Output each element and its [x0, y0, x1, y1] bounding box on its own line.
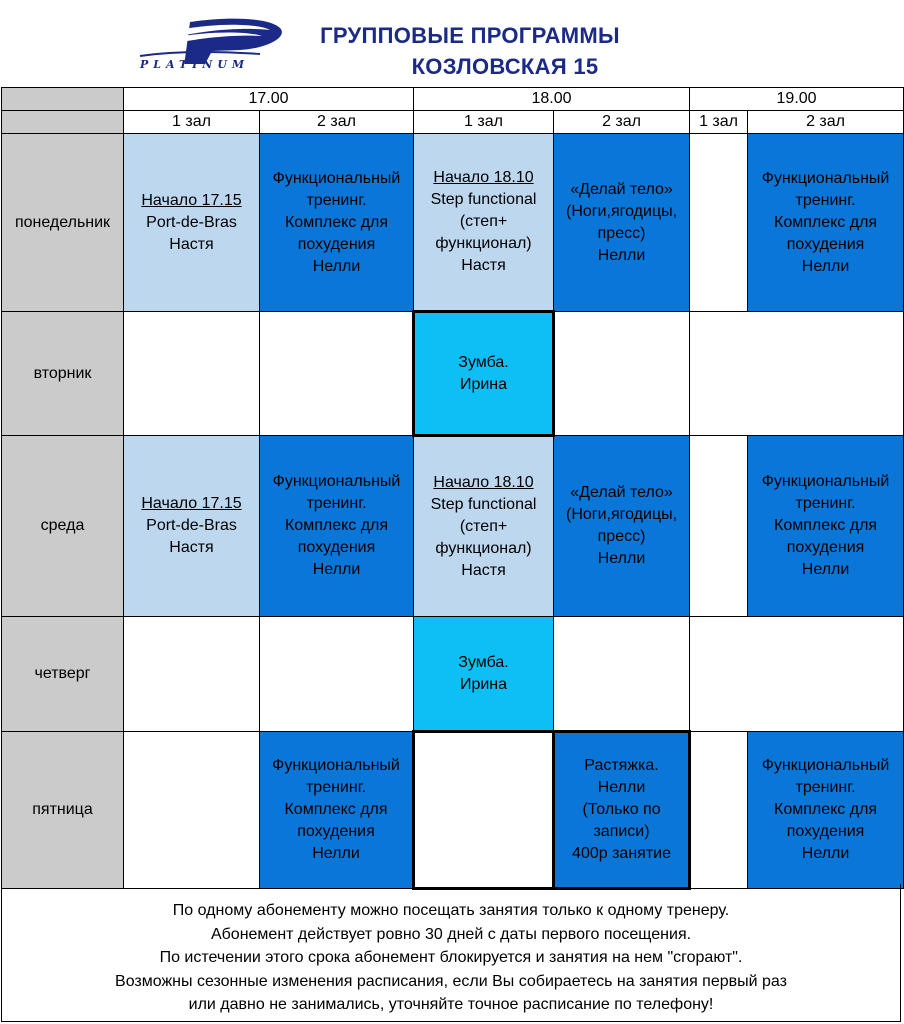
- class-name: тренинг.: [305, 779, 367, 796]
- class-trainer: Нелли: [801, 845, 850, 862]
- notes-block: [1, 884, 901, 1022]
- class-trainer: Нелли: [312, 845, 360, 862]
- class-cell: [748, 436, 904, 617]
- class-trainer: Нелли: [312, 561, 361, 578]
- class-trainer: Ирина: [459, 375, 508, 393]
- table-row: [2, 732, 904, 889]
- time-header: 18.00: [414, 88, 690, 111]
- class-desc: Комплекс для: [284, 801, 388, 818]
- class-trainer: Нелли: [801, 257, 850, 275]
- class-desc: похудения: [297, 823, 375, 840]
- class-trainer: Нелли: [312, 257, 361, 275]
- empty-cell: [124, 617, 260, 732]
- class-trainer: Настя: [169, 539, 214, 556]
- hall-header: 1 зал: [414, 111, 554, 134]
- class-name: Функциональный: [761, 757, 890, 774]
- empty-cell: [690, 312, 904, 436]
- class-name: Port-de-Bras: [146, 517, 237, 534]
- class-desc: похудения: [786, 235, 865, 253]
- class-trainer: Нелли: [597, 246, 646, 264]
- note-line: Возможны сезонные изменения расписания, если Вы собираетесь на занятия первый раз: [115, 972, 787, 990]
- header: [0, 0, 904, 86]
- class-name: тренинг.: [306, 191, 367, 209]
- table-row: [2, 134, 904, 312]
- empty-cell: [690, 617, 904, 732]
- time-header: 19.00: [690, 88, 904, 111]
- class-desc: Комплекс для: [774, 213, 878, 231]
- empty-cell: [124, 732, 260, 889]
- class-desc: (степ+: [459, 213, 508, 230]
- class-start: Начало 18.10: [433, 169, 534, 186]
- class-name: Port-de-Bras: [146, 213, 237, 231]
- class-name: Функциональный: [272, 757, 400, 774]
- class-desc: пресс): [597, 528, 646, 545]
- day-label: среда: [2, 436, 124, 617]
- empty-cell: [690, 134, 748, 312]
- page-title: [290, 20, 650, 82]
- note-line: Абонемент действует ровно 30 дней с даты первого посещения.: [210, 925, 692, 943]
- day-label: вторник: [2, 312, 124, 436]
- class-cell: [124, 436, 260, 617]
- class-start: Начало 17.15: [141, 191, 242, 209]
- note-line: или давно не занимались, уточняйте точное расписание по телефону!: [188, 996, 714, 1013]
- class-desc: похудения: [297, 539, 376, 556]
- class-cell: [414, 436, 554, 617]
- time-header-row: [2, 88, 904, 111]
- class-name: тренинг.: [795, 191, 856, 209]
- class-desc: Комплекс для: [774, 801, 878, 818]
- class-desc: похудения: [786, 539, 865, 556]
- class-desc: похудения: [297, 235, 376, 253]
- table-row: [2, 617, 904, 732]
- class-desc: похудения: [786, 823, 865, 840]
- empty-cell: [124, 312, 260, 436]
- title-line-1: ГРУППОВЫЕ ПРОГРАММЫ: [320, 23, 620, 48]
- class-name: Step functional: [430, 191, 537, 208]
- class-desc: функционал): [435, 539, 532, 557]
- class-desc: пресс): [597, 224, 646, 242]
- empty-cell: [414, 732, 554, 889]
- class-start: Начало 17.15: [141, 495, 242, 512]
- class-name: Функциональный: [272, 473, 401, 490]
- empty-cell: [260, 617, 414, 732]
- class-name: Зумба.: [458, 653, 509, 671]
- class-name: «Делай тело»: [570, 180, 673, 198]
- hall-header: 1 зал: [690, 111, 748, 134]
- schedule-table: [1, 87, 904, 890]
- class-name: тренинг.: [306, 495, 367, 512]
- empty-cell: [554, 312, 690, 436]
- class-cell: [748, 732, 904, 889]
- class-cell: [260, 436, 414, 617]
- class-price: 400р занятие: [572, 845, 671, 862]
- class-desc: Комплекс для: [284, 517, 389, 534]
- hall-header: 2 зал: [260, 111, 414, 134]
- class-trainer: Нелли: [597, 550, 646, 567]
- day-label: четверг: [2, 617, 124, 732]
- empty-cell: [554, 617, 690, 732]
- table-row: [2, 436, 904, 617]
- class-name: Функциональный: [761, 473, 890, 490]
- class-name: «Делай тело»: [570, 484, 673, 501]
- class-cell: [554, 134, 690, 312]
- class-cell: [414, 312, 554, 436]
- class-desc: (Ноги,ягодицы,: [565, 506, 678, 523]
- table-row: [2, 312, 904, 436]
- class-desc: Комплекс для: [774, 517, 878, 534]
- day-label: понедельник: [2, 134, 124, 312]
- class-trainer: Настя: [461, 257, 506, 274]
- class-cell: [554, 732, 690, 889]
- class-cell: [414, 617, 554, 732]
- class-desc: (степ+: [459, 517, 508, 535]
- class-name: тренинг.: [795, 779, 856, 796]
- title-line-2: КОЗЛОВСКАЯ 15: [411, 54, 599, 79]
- hall-header: 2 зал: [554, 111, 690, 134]
- note-line: По истечении этого срока абонемент блокируется и занятия на нем "сгорают".: [159, 949, 743, 966]
- corner-cell: [2, 111, 124, 134]
- hall-header-row: [2, 111, 904, 134]
- class-start: Начало 18.10: [433, 473, 534, 491]
- class-name: Функциональный: [272, 169, 401, 187]
- note-line: По одному абонементу можно посещать занятия только к одному тренеру.: [172, 902, 730, 919]
- class-desc: Комплекс для: [284, 213, 389, 231]
- empty-cell: [690, 732, 748, 889]
- class-trainer: Нелли: [801, 561, 850, 578]
- hall-header: 1 зал: [124, 111, 260, 134]
- class-trainer: Настя: [461, 561, 506, 579]
- corner-cell: [2, 88, 124, 111]
- class-cell: [260, 732, 414, 889]
- class-cell: [260, 134, 414, 312]
- class-cell: [124, 134, 260, 312]
- class-cell: [414, 134, 554, 312]
- brand-name: PLATINUM: [140, 58, 250, 71]
- class-name: Step functional: [430, 495, 537, 513]
- class-name: Растяжка.: [584, 757, 659, 774]
- class-desc: записи): [593, 823, 650, 840]
- class-name: тренинг.: [795, 495, 856, 512]
- class-name: Зумба.: [458, 353, 509, 371]
- class-desc: функционал): [435, 235, 532, 252]
- class-desc: (Только по: [582, 801, 661, 818]
- day-label: пятница: [2, 732, 124, 889]
- class-name: Функциональный: [761, 169, 890, 187]
- class-desc: (Ноги,ягодицы,: [565, 202, 678, 220]
- time-header: 17.00: [124, 88, 414, 111]
- class-trainer: Ирина: [459, 675, 508, 693]
- class-trainer: Нелли: [597, 779, 646, 796]
- class-trainer: Настя: [169, 235, 214, 253]
- hall-header: 2 зал: [748, 111, 904, 134]
- class-cell: [554, 436, 690, 617]
- empty-cell: [690, 436, 748, 617]
- empty-cell: [260, 312, 414, 436]
- class-cell: [748, 134, 904, 312]
